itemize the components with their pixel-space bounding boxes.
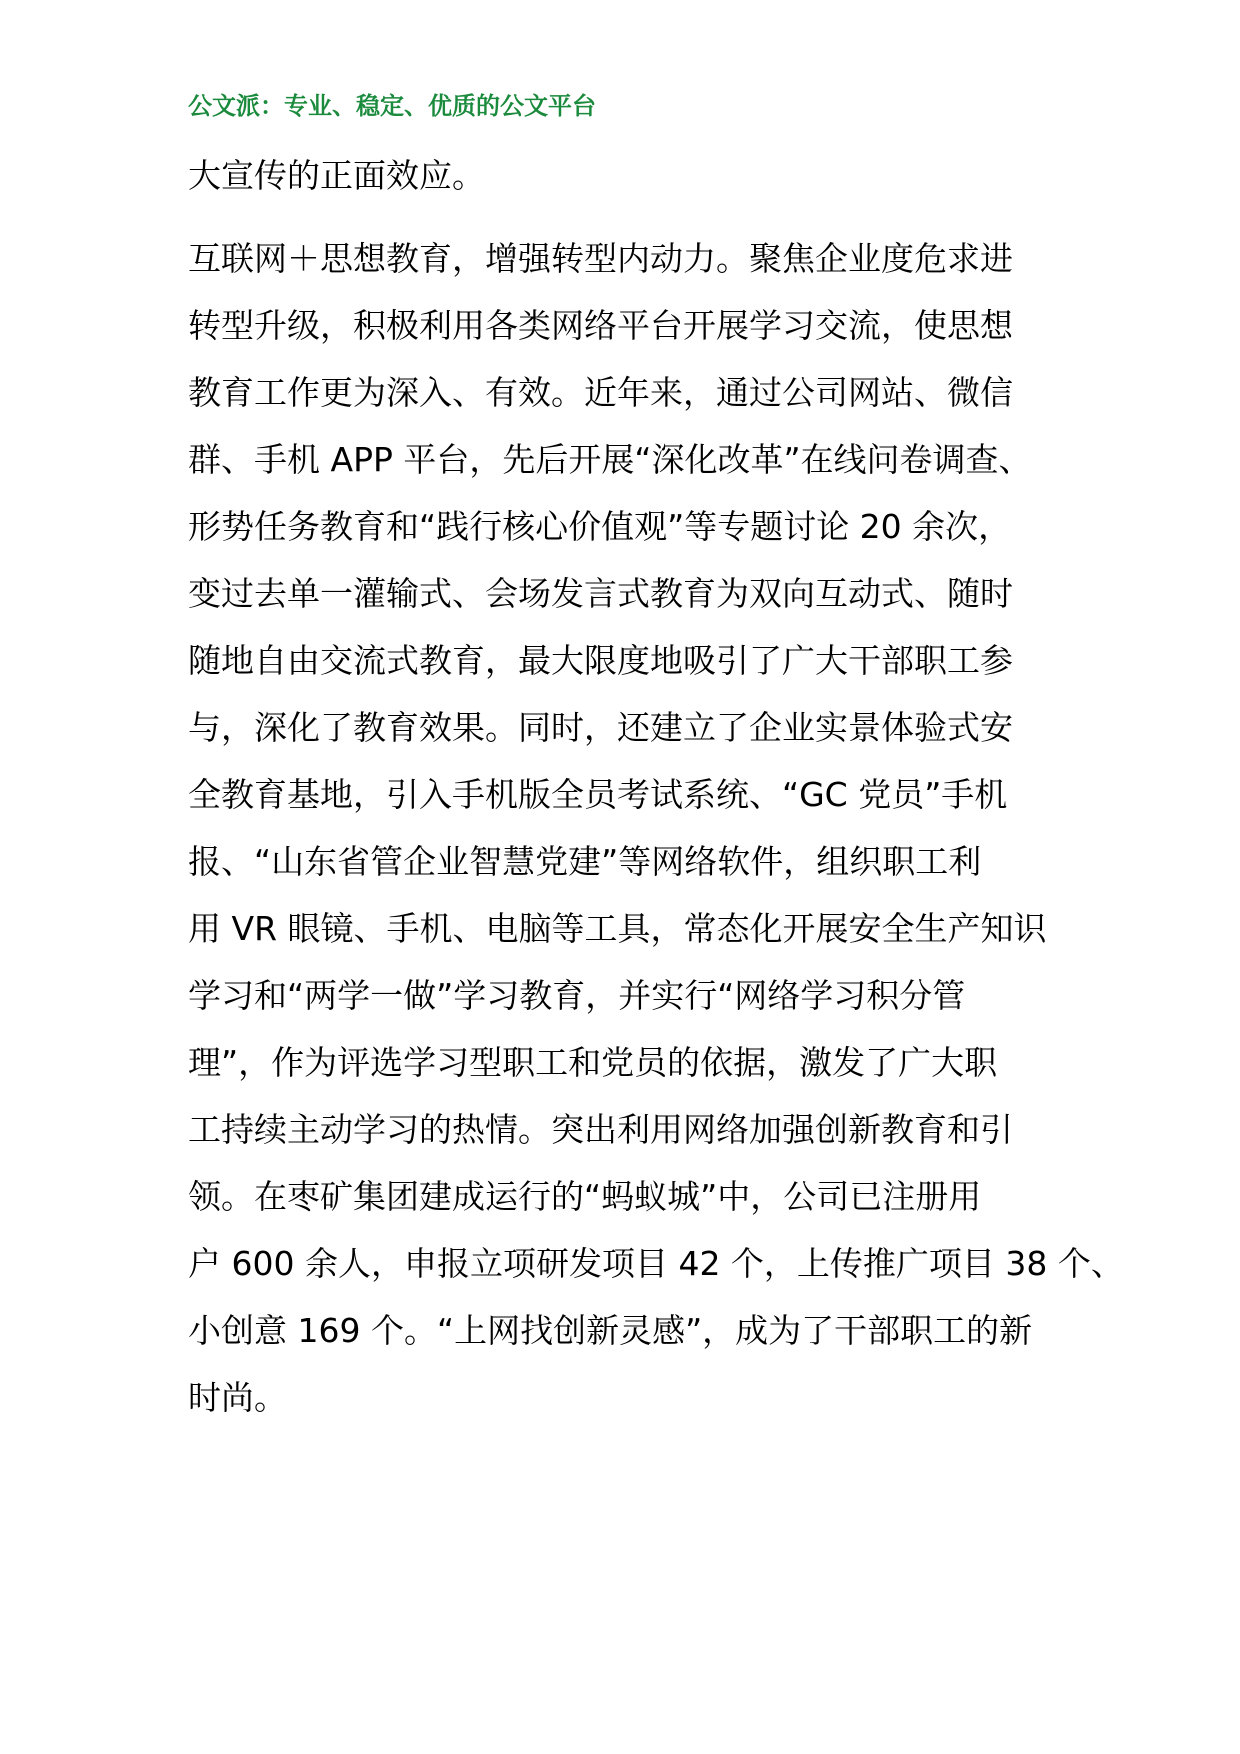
paragraph-line: 与，深化了教育效果。同时，还建立了企业实景体验式安 [188, 708, 1013, 747]
paragraph-line: 群、手机 APP 平台，先后开展“深化改革”在线问卷调查、 [188, 440, 1032, 479]
paragraph-line: 小创意 169 个。“上网找创新灵感”，成为了干部职工的新 [188, 1311, 1033, 1350]
paragraph-line: 随地自由交流式教育，最大限度地吸引了广大干部职工参 [188, 641, 1013, 680]
paragraph-line: 时尚。 [188, 1378, 287, 1417]
paragraph-line: 户 600 余人，申报立项研发项目 42 个，上传推广项目 38 个、 [188, 1244, 1124, 1283]
paragraph-line: 全教育基地，引入手机版全员考试系统、“GC 党员”手机 [188, 775, 1008, 814]
paragraph-line: 用 VR 眼镜、手机、电脑等工具，常态化开展安全生产知识 [188, 909, 1047, 948]
paragraph-line: 教育工作更为深入、有效。近年来，通过公司网站、微信 [188, 373, 1013, 412]
paragraph-line: 领。在枣矿集团建成运行的“蚂蚁城”中，公司已注册用 [188, 1177, 982, 1216]
paragraph-line: 工持续主动学习的热情。突出利用网络加强创新教育和引 [188, 1110, 1013, 1149]
paragraph-line: 学习和“两学一做”学习教育，并实行“网络学习积分管 [188, 976, 966, 1015]
paragraph-line: 互联网＋思想教育，增强转型内动力。聚焦企业度危求进 [188, 239, 1013, 278]
paragraph-line: 报、“山东省管企业智慧党建”等网络软件，组织职工利 [188, 842, 982, 881]
paragraph-line: 大宣传的正面效应。 [188, 156, 485, 195]
paragraph-line: 形势任务教育和“践行核心价值观”等专题讨论 20 余次， [188, 507, 1012, 546]
page-header: 公文派：专业、稳定、优质的公文平台 [188, 92, 596, 120]
paragraph-line: 变过去单一灌输式、会场发言式教育为双向互动式、随时 [188, 574, 1013, 613]
paragraph-line: 理”，作为评选学习型职工和党员的依据，激发了广大职 [188, 1043, 998, 1082]
paragraph-line: 转型升级，积极利用各类网络平台开展学习交流，使思想 [188, 306, 1013, 345]
